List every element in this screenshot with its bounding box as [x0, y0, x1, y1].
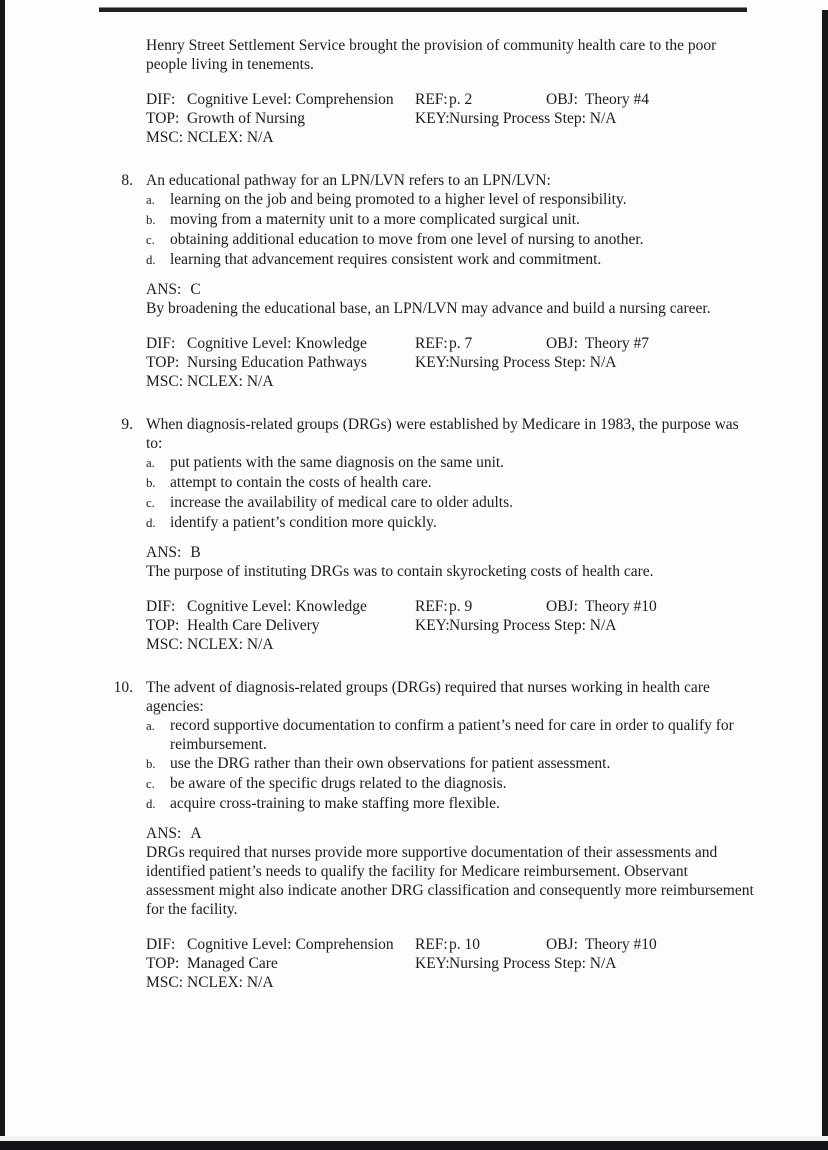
obj-label: OBJ:	[546, 335, 578, 352]
ref-value: p. 2	[449, 91, 473, 108]
ref-label: REF:	[415, 598, 448, 615]
option-text: learning on the job and being promoted to a higher level of responsibility.	[170, 191, 627, 208]
key-label: KEY:	[415, 354, 450, 371]
key-label: KEY:	[415, 617, 450, 634]
top-value: Managed Care	[187, 955, 278, 972]
metadata-block	[146, 597, 758, 654]
option-letter: c.	[146, 233, 155, 247]
msc-value: NCLEX: N/A	[187, 636, 274, 653]
answer-option	[146, 716, 758, 754]
top-value: Growth of Nursing	[187, 110, 305, 127]
key-value: Nursing Process Step: N/A	[449, 617, 617, 634]
option-text: put patients with the same diagnosis on the same unit.	[170, 454, 505, 471]
question-number: 10.	[113, 679, 133, 696]
dif-label: DIF:	[146, 936, 176, 953]
metadata-block	[146, 935, 758, 992]
obj-value: Theory #4	[584, 91, 650, 108]
metadata-row	[146, 597, 758, 616]
top-label: TOP:	[146, 617, 180, 634]
dif-value: Cognitive Level: Comprehension	[187, 936, 394, 953]
ref-value: p. 10	[449, 936, 480, 953]
option-letter: b.	[146, 757, 156, 771]
metadata-row	[146, 635, 758, 654]
answer-option	[146, 513, 758, 533]
question-number: 9.	[121, 416, 133, 433]
dif-label: DIF:	[146, 598, 176, 615]
key-label: KEY:	[415, 110, 450, 127]
option-letter: c.	[146, 777, 155, 791]
dif-value: Cognitive Level: Knowledge	[187, 598, 367, 615]
top-label: TOP:	[146, 110, 180, 127]
top-label: TOP:	[146, 955, 180, 972]
answer-option	[146, 250, 758, 270]
question-stem: When diagnosis-related groups (DRGs) were established by Medicare in 1983, the purpose was to:	[146, 416, 739, 452]
option-text: use the DRG rather than their own observations for patient assessment.	[170, 755, 611, 772]
option-letter: d.	[146, 797, 156, 811]
answer-line	[146, 543, 758, 562]
option-letter: a.	[146, 719, 155, 733]
option-text: attempt to contain the costs of health care.	[170, 474, 432, 491]
question-number: 8.	[121, 172, 133, 189]
metadata-row	[146, 109, 758, 128]
answer-option	[146, 453, 758, 473]
obj-value: Theory #10	[584, 936, 657, 953]
metadata-row	[146, 973, 758, 992]
dif-label: DIF:	[146, 335, 176, 352]
option-text: be aware of the specific drugs related to the diagnosis.	[170, 775, 507, 792]
question-stem: The advent of diagnosis-related groups (DRGs) required that nurses working in health care agencies:	[146, 679, 710, 715]
metadata-row	[146, 128, 758, 147]
question-head	[121, 171, 758, 190]
option-letter: a.	[146, 193, 155, 207]
key-value: Nursing Process Step: N/A	[449, 354, 617, 371]
top-value: Nursing Education Pathways	[187, 354, 367, 371]
continuation-paragraph: Henry Street Settlement Service brought the provision of community health care to the poor people living in tenements.	[146, 37, 717, 73]
ref-label: REF:	[415, 91, 448, 108]
option-letter: b.	[146, 213, 156, 227]
ref-value: p. 9	[449, 598, 473, 615]
key-label: KEY:	[415, 955, 450, 972]
answer-option	[146, 493, 758, 513]
option-text: increase the availability of medical care to older adults.	[170, 494, 514, 511]
answer-option	[146, 210, 758, 230]
metadata-row	[146, 353, 758, 372]
scan-edge-left	[0, 0, 5, 1150]
option-text: acquire cross-training to make staffing more flexible.	[170, 795, 500, 812]
msc-label: MSC:	[146, 373, 184, 390]
msc-value: NCLEX: N/A	[187, 373, 274, 390]
dif-value: Cognitive Level: Knowledge	[187, 335, 367, 352]
metadata-block	[146, 90, 758, 147]
rationale: By broadening the educational base, an LPN/LVN may advance and build a nursing career.	[146, 300, 711, 317]
obj-label: OBJ:	[546, 936, 578, 953]
question	[121, 415, 758, 654]
page-top-rule	[99, 8, 747, 12]
obj-value: Theory #7	[584, 335, 650, 352]
key-value: Nursing Process Step: N/A	[449, 110, 617, 127]
question-stem: An educational pathway for an LPN/LVN refers to an LPN/LVN:	[146, 172, 551, 189]
option-text: record supportive documentation to confirm a patient’s need for care in order to qualify for reimbursement.	[170, 717, 734, 753]
option-letter: a.	[146, 456, 155, 470]
msc-label: MSC:	[146, 129, 184, 146]
msc-label: MSC:	[146, 974, 184, 991]
option-text: moving from a maternity unit to a more complicated surgical unit.	[170, 211, 580, 228]
answer-option	[146, 230, 758, 250]
question-head	[113, 678, 758, 716]
ref-value: p. 7	[449, 335, 473, 352]
answer-option	[146, 754, 758, 774]
obj-label: OBJ:	[546, 598, 578, 615]
msc-label: MSC:	[146, 636, 184, 653]
msc-value: NCLEX: N/A	[187, 129, 274, 146]
answer-option	[146, 190, 758, 210]
option-text: learning that advancement requires consistent work and commitment.	[170, 251, 602, 268]
answer-value: C	[190, 281, 201, 298]
ref-label: REF:	[415, 335, 448, 352]
document-page	[113, 36, 758, 992]
msc-value: NCLEX: N/A	[187, 974, 274, 991]
option-letter: b.	[146, 476, 156, 490]
question-head	[121, 415, 758, 453]
ref-label: REF:	[415, 936, 448, 953]
answer-value: A	[190, 825, 202, 842]
dif-value: Cognitive Level: Comprehension	[187, 91, 394, 108]
answer-label: ANS:	[146, 825, 182, 842]
answer-value: B	[190, 544, 201, 561]
metadata-row	[146, 954, 758, 973]
answer-label: ANS:	[146, 544, 182, 561]
obj-label: OBJ:	[546, 91, 578, 108]
option-letter: c.	[146, 496, 155, 510]
key-value: Nursing Process Step: N/A	[449, 955, 617, 972]
obj-value: Theory #10	[584, 598, 657, 615]
answer-option	[146, 774, 758, 794]
top-value: Health Care Delivery	[187, 617, 320, 634]
metadata-row	[146, 334, 758, 353]
option-text: identify a patient’s condition more quickly.	[170, 514, 437, 531]
answer-label: ANS:	[146, 281, 182, 298]
answer-line	[146, 280, 758, 299]
option-text: obtaining additional education to move from one level of nursing to another.	[170, 231, 644, 248]
metadata-row	[146, 372, 758, 391]
top-label: TOP:	[146, 354, 180, 371]
answer-option	[146, 794, 758, 814]
page-bottom-bar	[0, 1141, 828, 1150]
scan-edge-right	[822, 10, 828, 1150]
metadata-block	[146, 334, 758, 391]
dif-label: DIF:	[146, 91, 176, 108]
rationale: DRGs required that nurses provide more supportive documentation of their assessments and identified patient’s needs to qualify the facility for Medicare reimbursement. Observant assessment might also indicate another DRG classification and consequently more reimbursement for the facility.	[146, 844, 754, 918]
metadata-row	[146, 616, 758, 635]
metadata-row	[146, 90, 758, 109]
answer-line	[146, 824, 758, 843]
metadata-row	[146, 935, 758, 954]
option-letter: d.	[146, 516, 156, 530]
option-letter: d.	[146, 253, 156, 267]
rationale: The purpose of instituting DRGs was to contain skyrocketing costs of health care.	[146, 563, 654, 580]
question	[121, 171, 758, 391]
answer-option	[146, 473, 758, 493]
question	[113, 678, 758, 992]
